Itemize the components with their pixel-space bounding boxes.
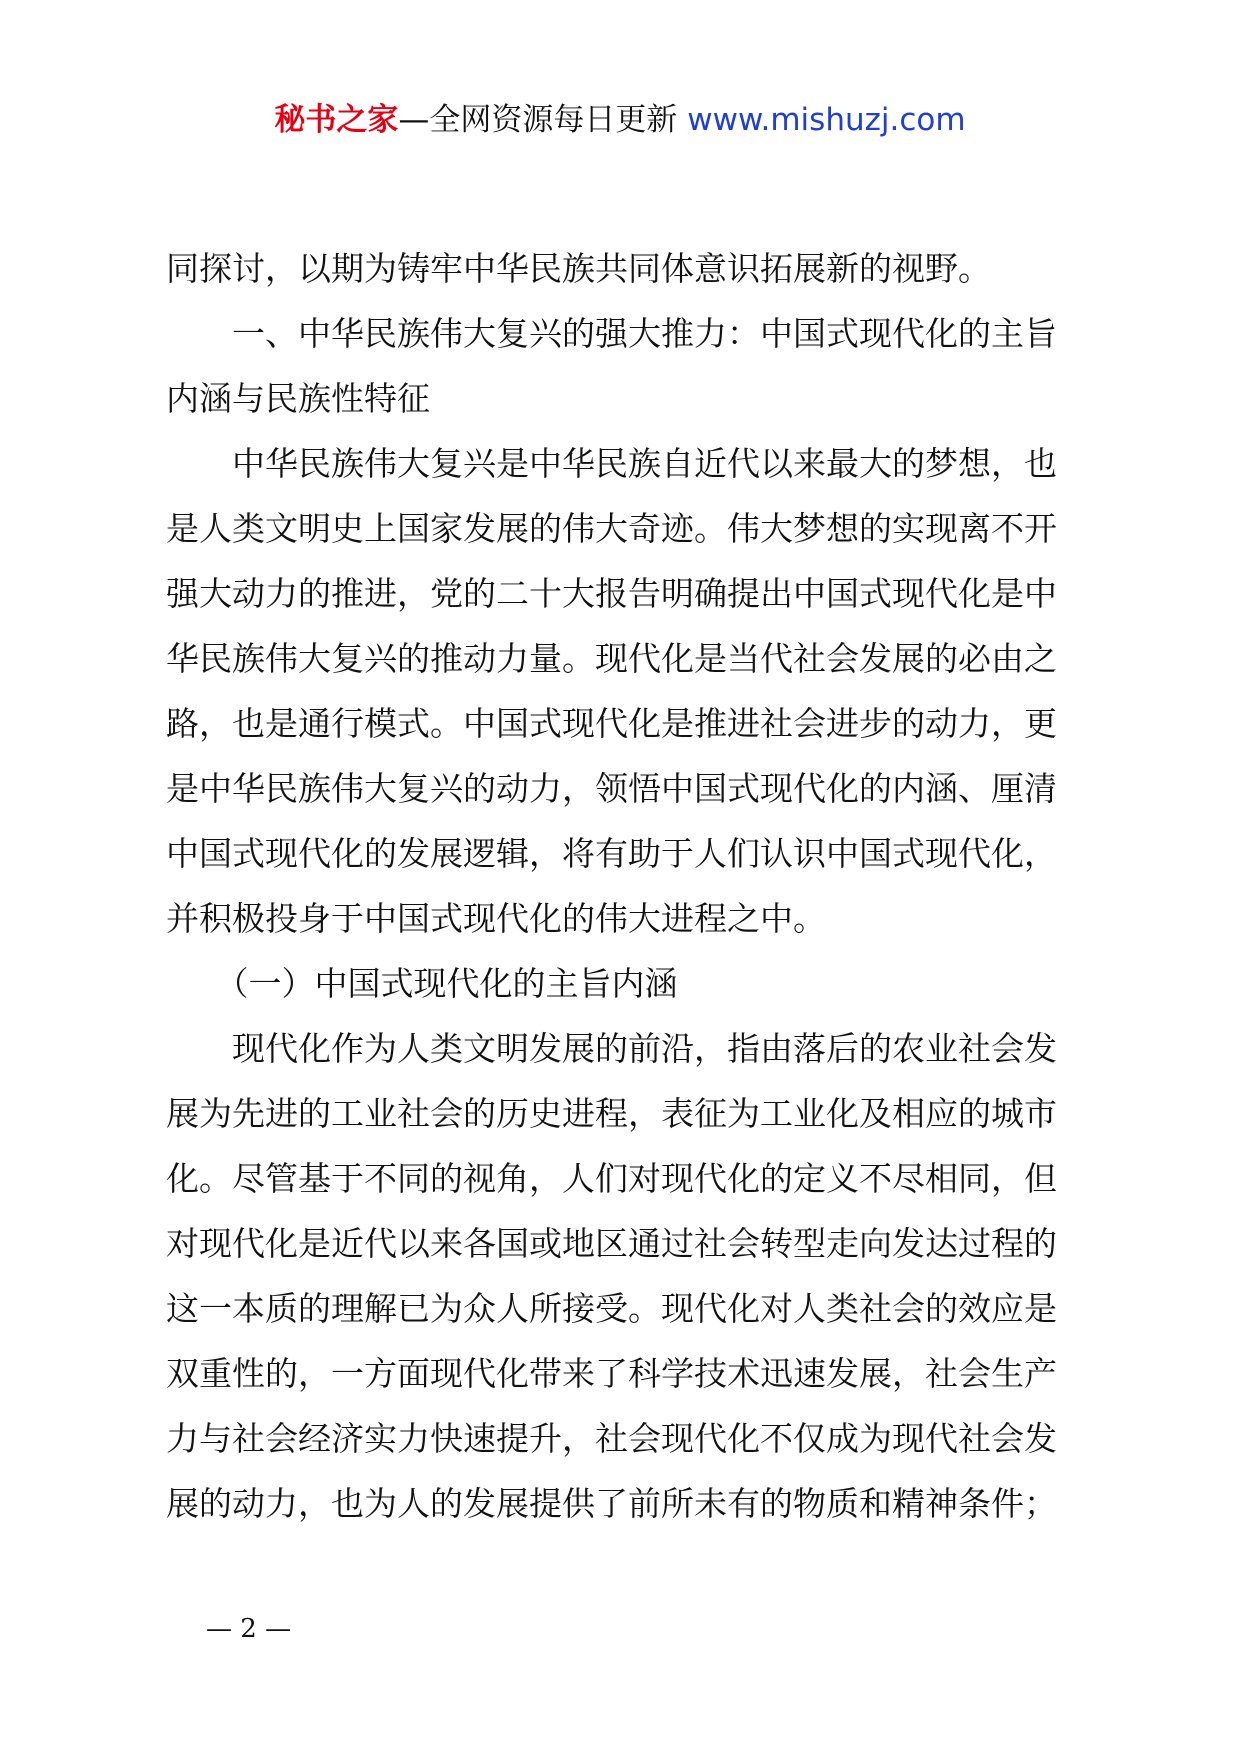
text-line: 化。尽管基于不同的视角，人们对现代化的定义不尽相同，但 — [166, 1159, 1057, 1198]
text-line: 现代化作为人类文明发展的前沿，指由落后的农业社会发 — [166, 1029, 1057, 1068]
text-line: 华民族伟大复兴的推动力量。现代化是当代社会发展的必由之 — [166, 639, 1057, 678]
site-tagline: —全网资源每日更新 — [398, 102, 678, 138]
text-line: 展为先进的工业社会的历史进程，表征为工业化及相应的城市 — [166, 1094, 1057, 1133]
text-line: 是人类文明史上国家发展的伟大奇迹。伟大梦想的实现离不开 — [166, 509, 1057, 548]
subsection-heading-line: （一）中国式现代化的主旨内涵 — [166, 964, 678, 1003]
text-line: 同探讨，以期为铸牢中华民族共同体意识拓展新的视野。 — [166, 249, 991, 288]
text-line: 这一本质的理解已为众人所接受。现代化对人类社会的效应是 — [166, 1289, 1057, 1328]
document-body — [166, 236, 1086, 1536]
text-line: 强大动力的推进，党的二十大报告明确提出中国式现代化是中 — [166, 574, 1057, 613]
page-number: — 2 — — [206, 1614, 292, 1644]
text-line: 中华民族伟大复兴是中华民族自近代以来最大的梦想，也 — [166, 444, 1057, 483]
text-line: 路，也是通行模式。中国式现代化是推进社会进步的动力，更 — [166, 704, 1057, 743]
text-line: 展的动力，也为人的发展提供了前所未有的物质和精神条件； — [166, 1484, 1057, 1523]
text-line: 是中华民族伟大复兴的动力，领悟中国式现代化的内涵、厘清 — [166, 769, 1057, 808]
text-line: 力与社会经济实力快速提升，社会现代化不仅成为现代社会发 — [166, 1419, 1057, 1458]
section-heading-line: 一、中华民族伟大复兴的强大推力：中国式现代化的主旨 — [166, 314, 1057, 353]
site-brand: 秘书之家 — [274, 102, 399, 138]
text-line: 对现代化是近代以来各国或地区通过社会转型走向发达过程的 — [166, 1224, 1057, 1263]
site-url-link[interactable]: www.mishuzj.com — [687, 102, 966, 138]
section-heading-line: 内涵与民族性特征 — [166, 379, 430, 418]
text-line: 中国式现代化的发展逻辑，将有助于人们认识中国式现代化， — [166, 834, 1057, 873]
text-line: 并积极投身于中国式现代化的伟大进程之中。 — [166, 899, 826, 938]
site-header — [0, 98, 1240, 142]
text-line: 双重性的，一方面现代化带来了科学技术迅速发展，社会生产 — [166, 1354, 1057, 1393]
